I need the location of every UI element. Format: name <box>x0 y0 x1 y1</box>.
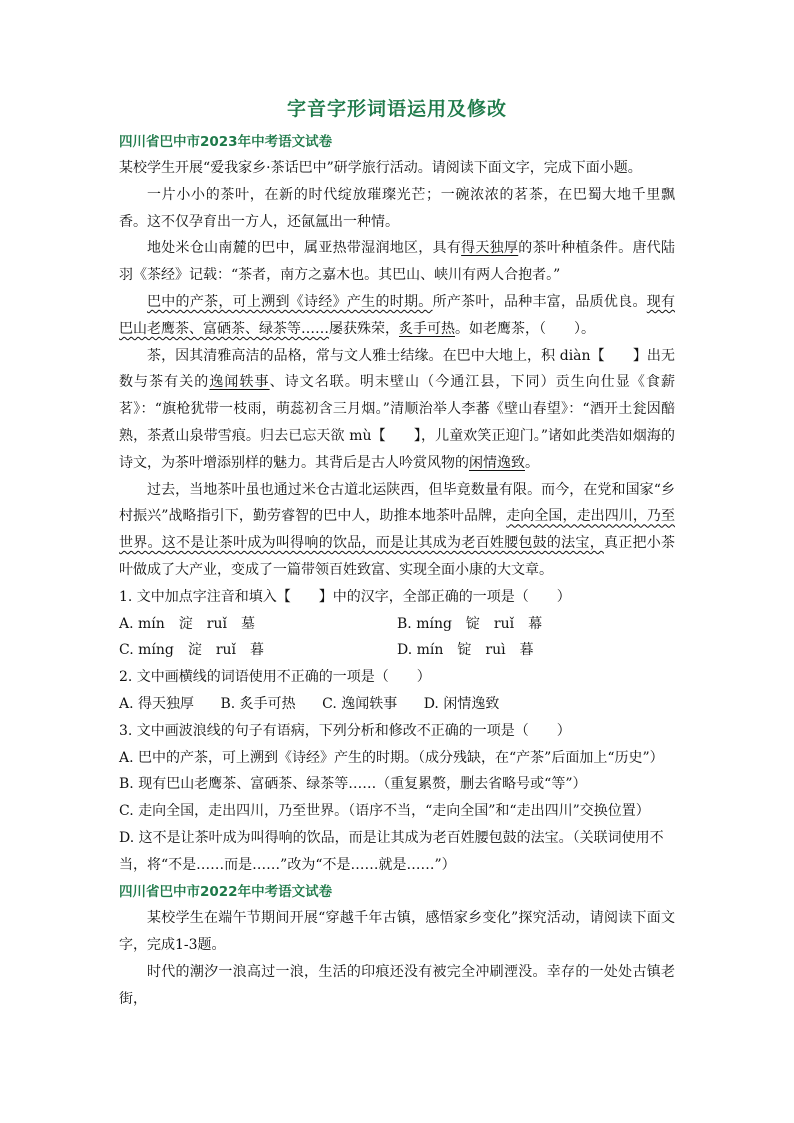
option-c[interactable]: C. míng 淀 ruǐ 暮 <box>119 642 265 659</box>
page-title: 字音字形词语运用及修改 <box>286 98 507 120</box>
option-a[interactable]: A. 得天独厚 <box>119 695 195 712</box>
paragraph-7: 时代的潮汐一浪高过一浪，生活的印痕还没有被完全冲刷湮没。幸存的一处处古镇老街， <box>119 963 675 1007</box>
question-2: 2. 文中画横线的词语使用不正确的一项是（ ） <box>119 669 431 686</box>
section-heading-2022: 四川省巴中市2022年中考语文试卷 <box>119 883 333 900</box>
paragraph-4: 茶，因其清雅高洁的品格，常与文人雅士结缘。在巴中大地上，积 diàn【 】出无数与茶有关的逸闻轶事、诗文名联。明末壁山（今通江县，下同）贡生向仕显《食薪茗》：“旗枪犹带一枝雨，萌蕊初含三月烟。”清顺治举人李蕃《壁山春望》：“酒开土瓮因醅熟，茶煮山泉带雪痕。归去已忘天欲 mù【 】，儿童欢笑正迎门。”诸如此类浩如烟海的诗文，为茶叶增添别样的魅力。其背后是古人吟赏风物的闲情逸致。 <box>119 347 676 471</box>
question-1-options <box>119 611 675 665</box>
underlined-phrase: 闲情逸致 <box>469 454 525 471</box>
paragraph-1: 一片小小的茶叶，在新的时代绽放璀璨光芒；一碗浓浓的茗茶，在巴蜀大地千里飘香。这不仅孕育出一方人，还氤氲出一种情。 <box>119 186 675 230</box>
option-d[interactable]: D. 这不是让茶叶成为叫得响的饮品，而是让其成为老百姓腰包鼓的法宝。（关联词使用不当，将“不是……而是……”改为“不是……就是……”） <box>119 829 664 873</box>
option-d[interactable]: D. mín 锭 ruì 暮 <box>397 642 534 659</box>
question-1: 1. 文中加点字注音和填入【 】中的汉字，全部正确的一项是（ ） <box>119 588 571 605</box>
paragraph-6: 某校学生在端午节期间开展“穿越千年古镇，感悟家乡变化”探究活动，请阅读下面文字，完成1-3题。 <box>119 910 675 954</box>
option-a[interactable]: A. mín 淀 ruǐ 墓 <box>119 615 255 632</box>
option-b[interactable]: B. 炙手可热 <box>220 695 296 712</box>
intro-paragraph: 某校学生开展“爱我家乡·茶话巴中”研学旅行活动。请阅读下面文字，完成下面小题。 <box>119 160 642 176</box>
option-c[interactable]: C. 逸闻轶事 <box>322 695 398 712</box>
question-2-options <box>119 691 675 718</box>
option-a[interactable]: A. 巴中的产茶，可上溯到《诗经》产生的时期。（成分残缺，在“产茶”后面加上“历史”） <box>119 749 664 766</box>
option-d[interactable]: D. 闲情逸致 <box>423 695 500 712</box>
wavy-sentence: 巴中的产茶，可上溯到《诗经》产生的时期。 <box>147 293 433 310</box>
paragraph-2: 地处米仓山南麓的巴中，属亚热带湿润地区，具有得天独厚的茶叶种植条件。唐代陆羽《茶经》记载：“茶者，南方之嘉木也。其巴山、峡川有两人合抱者。” <box>119 240 676 284</box>
question-3: 3. 文中画波浪线的句子有语病，下列分析和修改不正确的一项是（ ） <box>119 722 571 739</box>
option-b[interactable]: B. 现有巴山老鹰茶、富硒茶、绿茶等……（重复累赘，删去省略号或“等”） <box>119 776 587 793</box>
option-c[interactable]: C. 走向全国，走出四川，乃至世界。（语序不当，“走向全国”和“走出四川”交换位置） <box>119 803 650 820</box>
wavy-sentence: 走向全国，走出四川，乃至世界。 <box>119 508 676 552</box>
paragraph-5: 过去，当地茶叶虽也通过米仓古道北运陕西，但毕竟数量有限。而今，在党和国家“乡村振兴”战略指引下，勤劳睿智的巴中人，助推本地茶叶品牌，走向全国，走出四川，乃至世界。这不是让茶叶成为叫得响的饮品，而是让其成为老百姓腰包鼓的法宝，真正把小茶叶做成了大产业，变成了一篇带领百姓致富、实现全面小康的大文章。 <box>119 481 676 578</box>
document-body <box>119 155 675 1013</box>
underlined-phrase: 逸闻轶事 <box>209 374 270 391</box>
section-heading-2023: 四川省巴中市2023年中考语文试卷 <box>119 134 333 150</box>
option-b[interactable]: B. míng 锭 ruǐ 幕 <box>397 615 543 632</box>
underlined-phrase: 炙手可热 <box>399 320 455 337</box>
paragraph-3: 巴中的产茶，可上溯到《诗经》产生的时期。所产茶叶，品种丰富，品质优良。现有巴山老鹰茶、富硒茶、绿茶等……屡获殊荣，炙手可热。如老鹰茶，（ ）。 <box>119 293 676 337</box>
wavy-sentence: 现有巴山老鹰茶、富硒茶、绿茶等…… <box>119 293 676 337</box>
underlined-phrase: 得天独厚 <box>461 240 519 257</box>
wavy-sentence: 这不是让茶叶成为叫得响的饮品，而是让其成为老百姓腰包鼓的法宝， <box>161 535 604 552</box>
